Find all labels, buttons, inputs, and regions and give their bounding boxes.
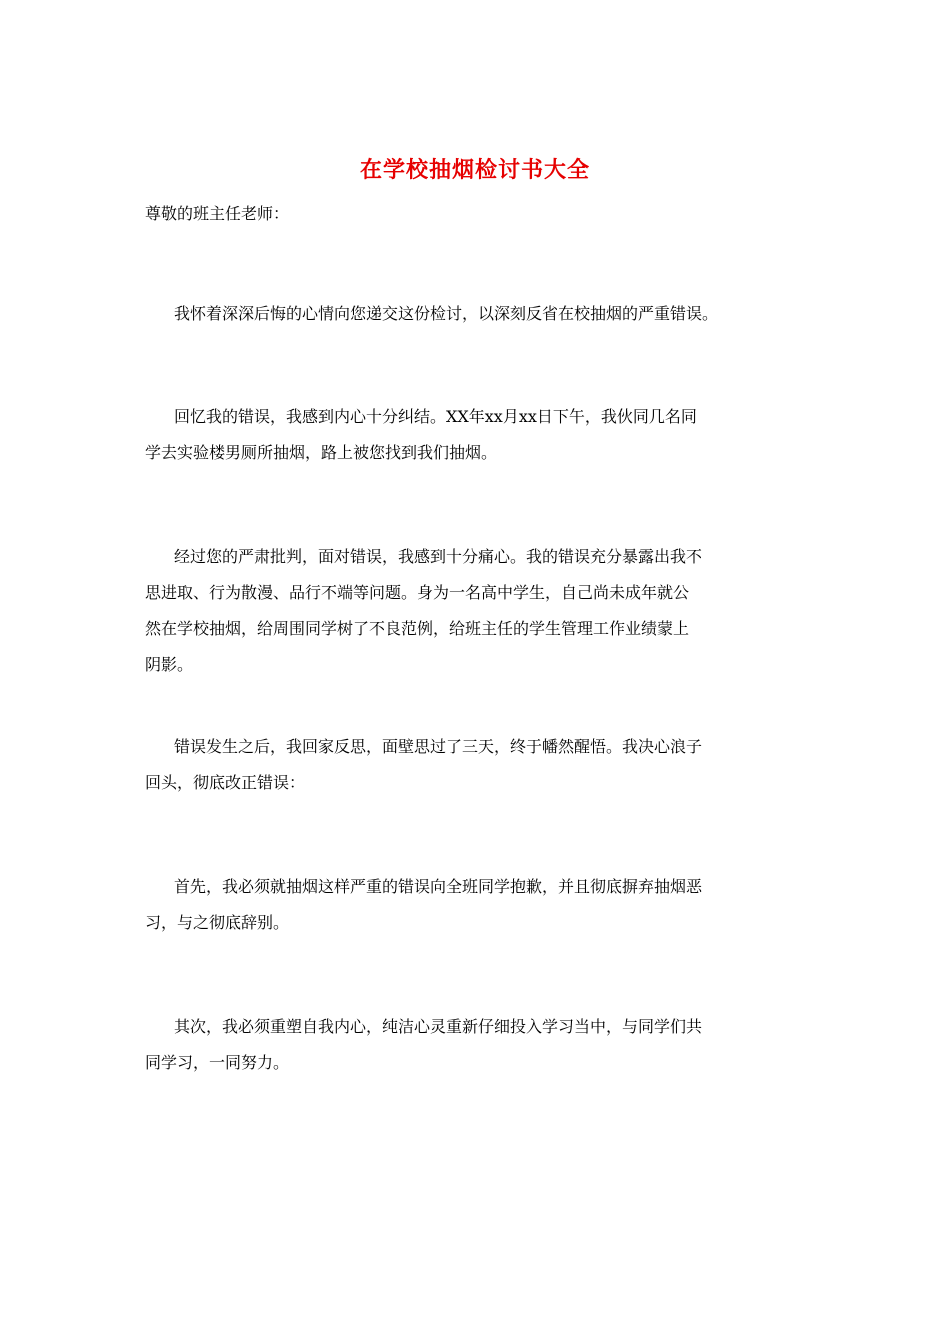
paragraph-line: 其次，我必须重塑自我内心，纯洁心灵重新仔细投入学习当中，与同学们共 [174,1017,703,1036]
document-title: 在学校抽烟检讨书大全 [359,157,590,183]
paragraph-line: 同学习，一同努力。 [145,1053,290,1072]
paragraph-line: 回忆我的错误，我感到内心十分纠结。XX年xx月xx日下午，我伙同几名同 [174,407,697,426]
paragraph-5 [145,875,815,947]
paragraph-3 [145,545,815,689]
paragraph-2 [145,405,815,477]
paragraph-6 [145,1015,815,1087]
paragraph-line: 首先，我必须就抽烟这样严重的错误向全班同学抱歉，并且彻底摒弃抽烟恶 [174,877,703,896]
paragraph-line: 错误发生之后，我回家反思，面壁思过了三天，终于幡然醒悟。我决心浪子 [174,737,703,756]
paragraph-1 [145,302,815,338]
salutation: 尊敬的班主任老师： [145,204,290,223]
paragraph-line: 我怀着深深后悔的心情向您递交这份检讨，以深刻反省在校抽烟的严重错误。 [174,304,719,323]
paragraph-line: 思进取、行为散漫、品行不端等问题。身为一名高中学生，自己尚未成年就公 [145,583,690,602]
paragraph-line: 回头，彻底改正错误： [145,773,306,792]
paragraph-4 [145,735,815,807]
paragraph-line: 学去实验楼男厕所抽烟，路上被您找到我们抽烟。 [145,443,498,462]
paragraph-line: 习，与之彻底辞别。 [145,913,290,932]
paragraph-line: 阴影。 [145,655,194,674]
paragraph-line: 然在学校抽烟，给周围同学树了不良范例，给班主任的学生管理工作业绩蒙上 [145,619,690,638]
paragraph-line: 经过您的严肃批判，面对错误，我感到十分痛心。我的错误充分暴露出我不 [174,547,703,566]
